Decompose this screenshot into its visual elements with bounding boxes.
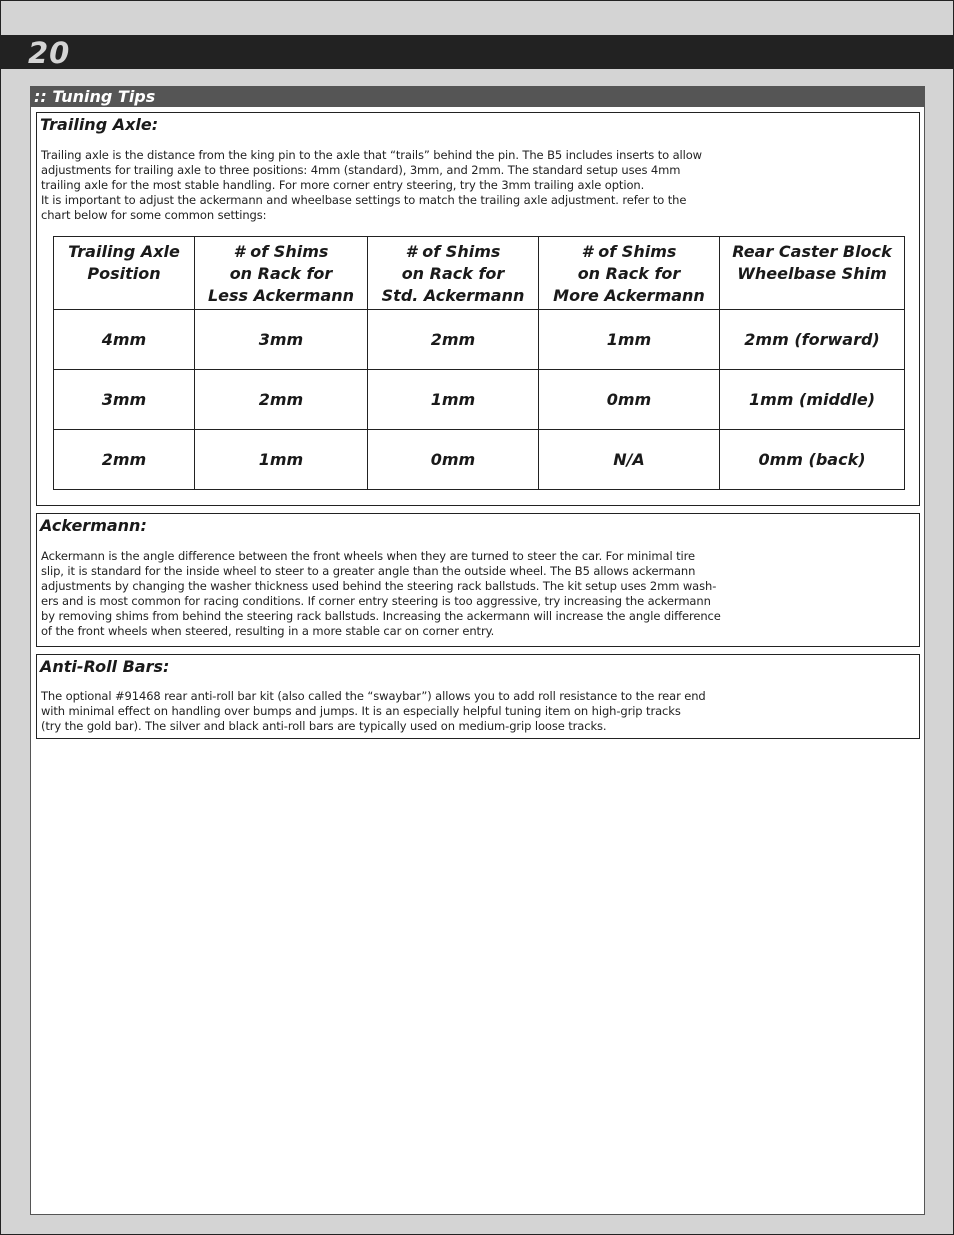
table-cell: 0mm bbox=[368, 430, 539, 490]
header-line: Wheelbase Shim bbox=[737, 264, 887, 283]
section-title: :: Tuning Tips bbox=[34, 87, 156, 106]
paragraph-line: trailing axle for the most stable handling. For more corner entry steering, try the 3mm trailing axle option. bbox=[41, 178, 645, 192]
anti-roll-bars-section bbox=[36, 654, 920, 739]
table-cell: 1mm bbox=[368, 370, 539, 430]
ackermann-title: Ackermann: bbox=[40, 516, 147, 535]
header-line: Trailing Axle bbox=[68, 242, 180, 261]
table-cell: 1mm bbox=[195, 430, 368, 490]
anti-roll-bars-title: Anti-Roll Bars: bbox=[40, 657, 170, 676]
trailing-axle-section bbox=[36, 112, 920, 506]
table-cell: 1mm bbox=[539, 310, 720, 370]
header-line: # of Shims bbox=[405, 242, 501, 261]
paragraph-line: adjustments by changing the washer thickness used behind the steering rack ballstuds. The kit setup uses 2mm wash- bbox=[41, 579, 717, 593]
paragraph-line: Trailing axle is the distance from the king pin to the axle that “trails” behind the pin. The B5 includes inserts to allow bbox=[41, 148, 702, 162]
header-shims-more-ackermann bbox=[539, 237, 720, 310]
paragraph-line: It is important to adjust the ackermann and wheelbase settings to match the trailing axle adjustment. refer to the bbox=[41, 193, 687, 207]
paragraph-line: slip, it is standard for the inside wheel to steer to a greater angle than the outside wheel. The B5 allows ackermann bbox=[41, 564, 696, 578]
header-line: on Rack for bbox=[229, 264, 333, 283]
header-line: on Rack for bbox=[401, 264, 505, 283]
table-cell: 3mm bbox=[195, 310, 368, 370]
paragraph-line: of the front wheels when steered, resulting in a more stable car on corner entry. bbox=[41, 624, 495, 638]
paragraph-line: chart below for some common settings: bbox=[41, 208, 267, 222]
paragraph-line: with minimal effect on handling over bumps and jumps. It is an especially helpful tuning item on high-grip tracks bbox=[41, 704, 681, 718]
table-cell: N/A bbox=[539, 430, 720, 490]
header-line: on Rack for bbox=[577, 264, 681, 283]
table-row bbox=[54, 370, 905, 430]
table-cell: 4mm bbox=[54, 310, 195, 370]
header-line: Position bbox=[87, 264, 161, 283]
trailing-axle-settings-table bbox=[53, 236, 905, 490]
trailing-axle-title: Trailing Axle: bbox=[40, 115, 159, 134]
paragraph-line: The optional #91468 rear anti-roll bar kit (also called the “swaybar”) allows you to add roll resistance to the rear end bbox=[41, 689, 706, 703]
paragraph-line: (try the gold bar). The silver and black anti-roll bars are typically used on medium-grip loose tracks. bbox=[41, 719, 607, 733]
header-shims-std-ackermann bbox=[368, 237, 539, 310]
content-area bbox=[30, 86, 925, 1215]
table-cell: 2mm (forward) bbox=[720, 310, 905, 370]
paragraph-line: by removing shims from behind the steering rack ballstuds. Increasing the ackermann will increase the angle difference bbox=[41, 609, 721, 623]
header-shims-less-ackermann bbox=[195, 237, 368, 310]
table-row bbox=[54, 310, 905, 370]
paragraph-line: ers and is most common for racing conditions. If corner entry steering is too aggressive, try increasing the ackermann bbox=[41, 594, 711, 608]
table-cell: 0mm (back) bbox=[720, 430, 905, 490]
header-line: # of Shims bbox=[233, 242, 329, 261]
header-line: Rear Caster Block bbox=[732, 242, 892, 261]
paragraph-line: adjustments for trailing axle to three positions: 4mm (standard), 3mm, and 2mm. The standard setup uses 4mm bbox=[41, 163, 681, 177]
table-cell: 2mm bbox=[195, 370, 368, 430]
table-cell: 3mm bbox=[54, 370, 195, 430]
header-line: Less Ackermann bbox=[207, 286, 355, 305]
header-trailing-axle-position bbox=[54, 237, 195, 310]
trailing-axle-paragraph bbox=[41, 148, 915, 223]
header-wheelbase-shim bbox=[720, 237, 905, 310]
table-cell: 2mm bbox=[368, 310, 539, 370]
header-line: More Ackermann bbox=[553, 286, 705, 305]
table-cell: 2mm bbox=[54, 430, 195, 490]
table-cell: 1mm (middle) bbox=[720, 370, 905, 430]
paragraph-line: Ackermann is the angle difference between the front wheels when they are turned to steer the car. For minimal tire bbox=[41, 549, 695, 563]
header-bar bbox=[0, 35, 954, 69]
table-row bbox=[54, 430, 905, 490]
header-line: Std. Ackermann bbox=[381, 286, 525, 305]
ackermann-section bbox=[36, 513, 920, 647]
table-header-row bbox=[54, 237, 905, 310]
section-header-bar bbox=[31, 87, 924, 107]
ackermann-paragraph bbox=[41, 549, 915, 639]
anti-roll-bars-paragraph bbox=[41, 689, 915, 734]
page-number: 20 bbox=[28, 36, 71, 70]
header-line: # of Shims bbox=[581, 242, 677, 261]
table-cell: 0mm bbox=[539, 370, 720, 430]
